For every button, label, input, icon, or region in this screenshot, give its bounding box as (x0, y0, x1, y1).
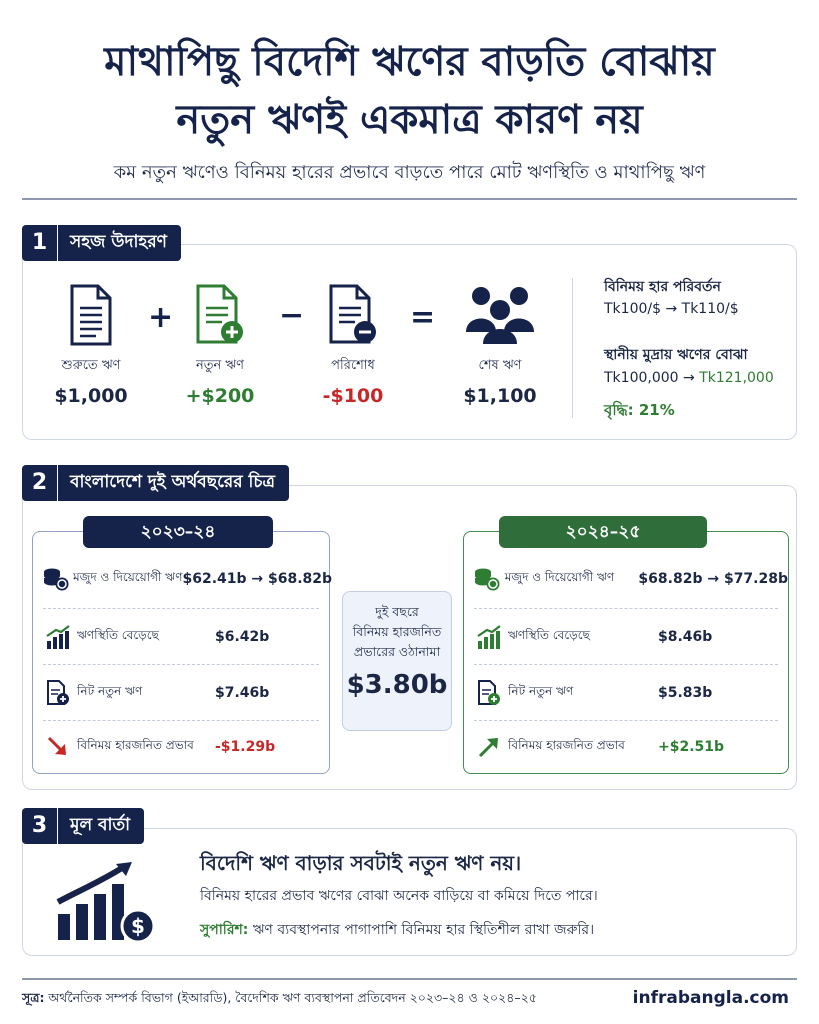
row-value: $5.83b (658, 685, 713, 701)
section-3-header (22, 808, 144, 844)
list-item (33, 722, 329, 772)
row-value: $6.42b (215, 629, 270, 645)
section-2-header (22, 465, 289, 501)
page-title-line-1: মাথাপিছু বিদেশি ঋণের বাড়তি বোঝায় (104, 39, 715, 85)
row-label: নিট নতুন ঋণ (77, 684, 143, 698)
divider (474, 664, 778, 665)
section-1-header (22, 225, 181, 261)
row-value: -$1.29b (215, 739, 276, 755)
brand-link[interactable]: infrabangla.com (632, 988, 789, 1008)
item-caption: নতুন ঋণ (195, 358, 245, 373)
svg-text:$: $ (131, 914, 145, 938)
fluctuation-caption (343, 602, 451, 662)
row-label: বিনিময় হারজনিত প্রভাব (508, 738, 625, 752)
bar-growth-icon (474, 625, 504, 649)
page-title-line-2: নতুন ঋণই একমাত্র কারণ নয় (176, 97, 643, 143)
row-label: নিট নতুন ঋণ (508, 684, 574, 698)
row-label: ঋণস্থিতি বেড়েছে (508, 628, 590, 642)
divider (43, 720, 319, 721)
row-value: $8.46b (658, 629, 713, 645)
new-debt-item (165, 284, 275, 407)
divider (43, 608, 319, 609)
row-label: বিনিময় হারজনিত প্রভাব (77, 738, 194, 752)
divider (474, 720, 778, 721)
list-item (33, 668, 329, 718)
caption-line: প্রভারের ওঠানামা (353, 644, 441, 659)
recommendation-label: সুপারিশ: (200, 922, 249, 938)
document-minus-icon (298, 284, 408, 350)
source-text: অর্থনৈতিক সম্পর্ক বিভাগ (ইআরডি), বৈদেশিক ঋণ ব্যবস্থাপনা প্রতিবেদন ২০২৩–২৪ ও ২০২৪–২৫ (44, 990, 537, 1005)
list-item (464, 722, 788, 772)
start-debt-item (36, 284, 146, 407)
year-card-2024-25 (463, 531, 789, 774)
page-subtitle: কম নতুন ঋণেও বিনিময় হারের প্রভাবে বাড়তে পারে মোট ঋণস্থিতি ও মাথাপিছু ঋণ (113, 162, 706, 183)
list-item (464, 668, 788, 718)
caption-line: দুই বছরে (375, 604, 419, 619)
people-icon (445, 284, 555, 350)
section-number: 2 (22, 465, 58, 501)
fluctuation-box (342, 591, 452, 731)
section-title: সহজ উদাহরণ (70, 232, 167, 252)
section-number: 1 (22, 225, 58, 261)
recommendation-text: ঋণ ব্যবস্থাপনার পাগাপাশি বিনিময় হার স্থিতিশীল রাখা জরুরি। (248, 922, 595, 938)
divider (572, 278, 573, 418)
local-burden-value (604, 370, 774, 386)
key-message-headline: বিদেশি ঋণ বাড়ার সবটাই নতুন ঋণ নয়। (200, 851, 522, 875)
row-value: +$2.51b (658, 739, 725, 755)
row-value: $7.46b (215, 685, 270, 701)
row-value: $68.82b → $77.28b (638, 571, 788, 587)
source-label: সূত্র: (22, 990, 45, 1005)
repayment-item (298, 284, 408, 407)
fluctuation-value: $3.80b (346, 670, 448, 700)
exchange-heading: বিনিময় হার পরিবর্তন (604, 279, 721, 295)
local-burden-heading: স্থানীয় মুদ্রায় ঋণের বোঝা (604, 347, 748, 363)
divider (22, 978, 797, 980)
list-item (464, 612, 788, 662)
row-label: ঋণস্থিতি বেড়েছে (77, 628, 159, 642)
item-value: +$200 (185, 385, 255, 407)
key-message-line: বিনিময় হারের প্রভাব ঋণের বোঝা অনেক বাড়িয়ে বা কমিয়ে দিতে পারে। (200, 888, 598, 904)
plus-operator: + (148, 300, 174, 335)
list-item (464, 554, 788, 604)
exchange-rate: Tk100/$ → Tk110/$ (604, 301, 739, 317)
section-number: 3 (22, 808, 58, 844)
list-item (33, 612, 329, 662)
divider (22, 198, 797, 200)
bar-growth-icon (43, 625, 73, 649)
arrow-up-icon (474, 735, 504, 759)
row-label: মজুদ ও দিয়েয়োগী ঋণ (504, 570, 615, 584)
document-icon (36, 284, 146, 350)
item-caption: শুরুতে ঋণ (61, 358, 121, 373)
document-plus-icon (165, 284, 275, 350)
document-plus-icon (474, 680, 504, 706)
divider (43, 664, 319, 665)
row-label: মজুদ ও দিয়েয়োগী ঋণ (73, 570, 183, 584)
year-pill-2023-24: ২০২৩–২৪ (83, 516, 273, 548)
item-caption: শেষ ঋণ (478, 358, 522, 373)
end-debt-item (445, 284, 555, 407)
growth-value: বৃদ্ধি: 21% (604, 401, 675, 419)
local-burden-from: Tk100,000 → (604, 370, 700, 386)
row-value: $62.41b → $68.82b (182, 571, 333, 587)
recommendation-line (200, 918, 594, 942)
equals-operator: = (410, 300, 436, 335)
item-value: -$100 (322, 385, 384, 407)
section-title: বাংলাদেশে দুই অর্থবছরের চিত্র (70, 472, 276, 492)
item-caption: পরিশোধ (331, 358, 375, 373)
list-item (33, 554, 333, 604)
arrow-down-icon (43, 735, 73, 759)
caption-line: বিনিময় হারজনিত (352, 624, 442, 639)
growth-chart-icon (56, 862, 156, 948)
local-burden-to: Tk121,000 (699, 370, 774, 386)
year-card-2023-24 (32, 531, 333, 774)
section-title: মূল বার্তা (70, 815, 131, 835)
year-pill-2024-25: ২০২৪–২৫ (499, 516, 707, 548)
item-value: $1,100 (463, 385, 537, 407)
source-note (22, 990, 537, 1010)
minus-operator: − (279, 298, 305, 333)
coins-icon (43, 567, 69, 591)
divider (474, 608, 778, 609)
document-plus-icon (43, 680, 73, 706)
item-value: $1,000 (54, 385, 128, 407)
coins-icon (474, 567, 501, 591)
